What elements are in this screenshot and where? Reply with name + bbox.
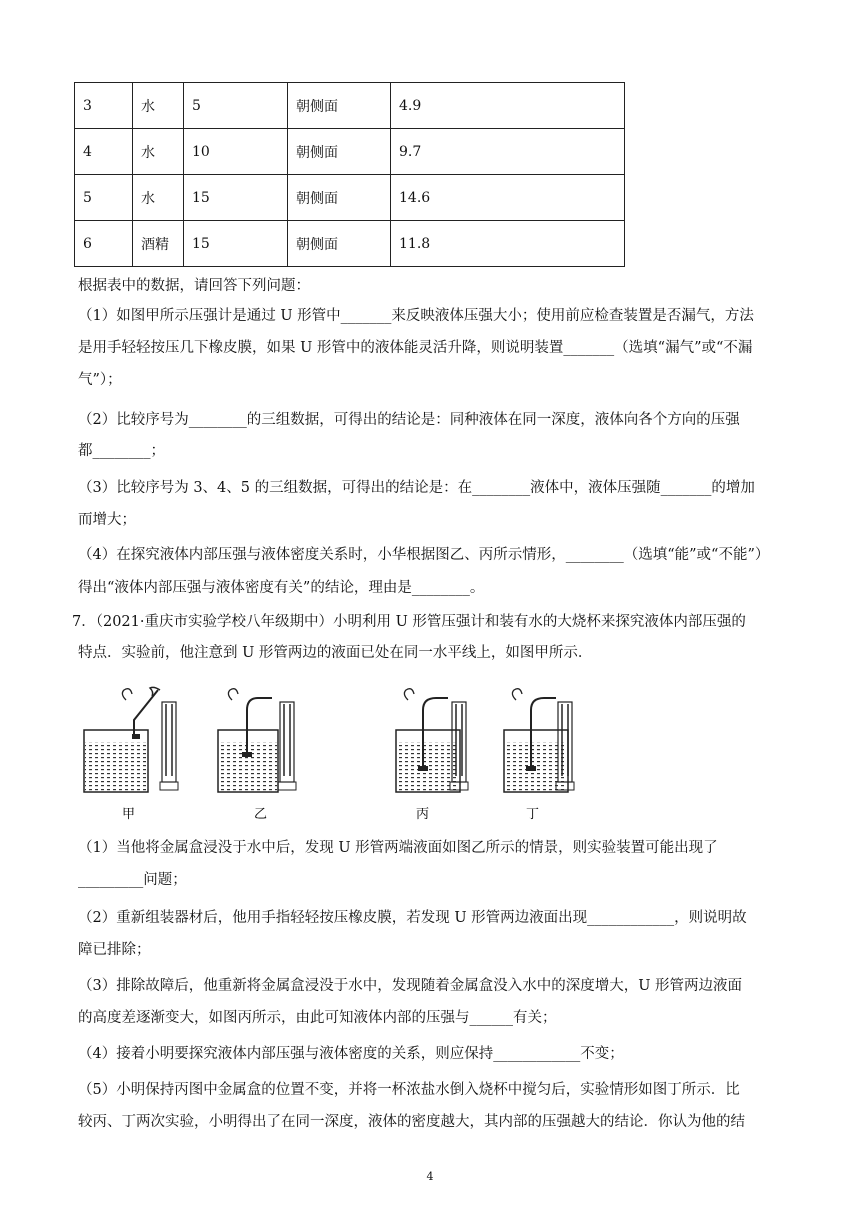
table-cell: 9.7 <box>391 129 625 175</box>
table-cell: 酒精 <box>133 221 184 267</box>
table-cell: 15 <box>184 175 288 221</box>
q2-line-2: 都________； <box>78 443 165 459</box>
table-cell: 10 <box>184 129 288 175</box>
table-cell: 4 <box>75 129 133 175</box>
step-1-line-1: （1）当他将金属盒浸没于水中后，发现 U 形管两端液面如图乙所示的情景，则实验装置可能出现了 <box>78 840 718 856</box>
apparatus-yi <box>218 689 296 792</box>
table-row <box>75 83 625 129</box>
step-4-line: （4）接着小明要探究液体内部压强与液体密度的关系，则应保持____________不变； <box>78 1046 624 1062</box>
label-ding: 丁 <box>526 807 540 822</box>
label-jia: 甲 <box>122 807 136 822</box>
table-cell: 朝侧面 <box>288 175 391 221</box>
q1-line-1: （1）如图甲所示压强计是通过 U 形管中_______来反映液体压强大小；使用前应检查装置是否漏气，方法 <box>78 308 754 324</box>
table-cell: 5 <box>75 175 133 221</box>
q3-line-1: （3）比较序号为 3、4、5 的三组数据，可得出的结论是：在________液体中，液体压强随_______的增加 <box>78 480 755 496</box>
table-cell: 水 <box>133 129 184 175</box>
q1-line-2: 是用手轻轻按压几下橡皮膜，如果 U 形管中的液体能灵活升降，则说明装置_______（选填“漏气”或“不漏 <box>78 340 753 356</box>
table-cell: 朝侧面 <box>288 129 391 175</box>
intro-text: 根据表中的数据，请回答下列问题： <box>78 278 310 294</box>
table-cell: 14.6 <box>391 175 625 221</box>
apparatus-ding <box>504 689 574 792</box>
q2-line-1: （2）比较序号为________的三组数据，可得出的结论是：同种液体在同一深度，液体向各个方向的压强 <box>78 412 740 428</box>
step-3-line-1: （3）排除故障后，他重新将金属盒浸没于水中，发现随着金属盒没入水中的深度增大，U 形管两边液面 <box>78 978 743 994</box>
label-yi: 乙 <box>254 807 268 822</box>
q4-line-2: 得出“液体内部压强与液体密度有关”的结论，理由是________。 <box>78 580 485 596</box>
step-1-line-2: _________问题； <box>78 872 187 888</box>
page-number: 4 <box>426 1170 434 1183</box>
data-table <box>74 82 625 267</box>
step-3-line-2: 的高度差逐渐变大，如图丙所示，由此可知液体内部的压强与______有关； <box>78 1010 557 1026</box>
table-cell: 水 <box>133 175 184 221</box>
problem-7-line-2: 特点．实验前，他注意到 U 形管两边的液面已处在同一水平线上，如图甲所示． <box>78 645 593 661</box>
step-2-line-1: （2）重新组装器材后，他用手指轻轻按压橡皮膜，若发现 U 形管两边液面出现____________，则说明故 <box>78 910 747 926</box>
table-row <box>75 221 625 267</box>
table-cell: 朝侧面 <box>288 83 391 129</box>
table-cell: 朝侧面 <box>288 221 391 267</box>
table-cell: 4.9 <box>391 83 625 129</box>
table-cell: 6 <box>75 221 133 267</box>
table-cell: 5 <box>184 83 288 129</box>
table-cell: 11.8 <box>391 221 625 267</box>
apparatus-jia <box>84 687 178 792</box>
q1-line-3: 气”）； <box>78 372 122 388</box>
table-row <box>75 175 625 221</box>
label-bing: 丙 <box>416 807 430 822</box>
problem-7-line-1: 7．（2021·重庆市实验学校八年级期中）小明利用 U 形管压强计和装有水的大烧杯来探究液体内部压强的 <box>72 614 746 630</box>
table-cell: 15 <box>184 221 288 267</box>
apparatus-bing <box>396 689 468 792</box>
step-2-line-2: 障已排除； <box>78 942 151 958</box>
step-5-line-2: 较丙、丁两次实验，小明得出了在同一深度，液体的密度越大，其内部的压强越大的结论．你认为他的结 <box>78 1114 745 1130</box>
step-5-line-1: （5）小明保持丙图中金属盒的位置不变，并将一杯浓盐水倒入烧杯中搅匀后，实验情形如图丁所示．比 <box>78 1082 740 1098</box>
q3-line-2: 而增大； <box>78 512 136 528</box>
table-row <box>75 129 625 175</box>
table-cell: 3 <box>75 83 133 129</box>
q4-line-1: （4）在探究液体内部压强与液体密度关系时，小华根据图乙、丙所示情形，________（选填“能”或“不能”） <box>78 547 770 563</box>
table-cell: 水 <box>133 83 184 129</box>
experiment-figure-right <box>316 680 656 826</box>
